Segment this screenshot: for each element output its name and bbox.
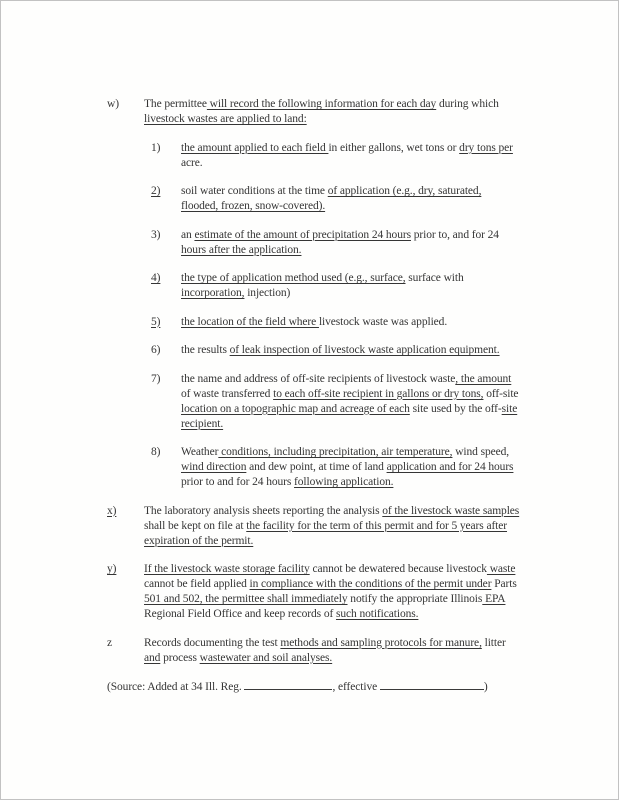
text-segment: in either gallons, wet tons or bbox=[328, 141, 460, 154]
text-segment: and dew point, at time of land bbox=[246, 461, 387, 473]
item-text bbox=[181, 372, 618, 432]
text-segment: location on a topographic map and acreage of each bbox=[181, 402, 410, 415]
text-segment: Parts bbox=[491, 578, 517, 590]
text-line bbox=[144, 504, 618, 519]
text-segment: of leak inspection of livestock waste application equipment. bbox=[229, 344, 500, 356]
text-segment: the location of the field where bbox=[181, 315, 319, 328]
text-line bbox=[181, 228, 618, 243]
text-segment: , the amount bbox=[455, 372, 512, 385]
text-segment: methods and sampling protocols for manure, bbox=[280, 636, 482, 649]
text-segment: during which bbox=[436, 98, 499, 110]
text-segment: the type of application method used (e.g., surface, bbox=[181, 272, 406, 284]
text-line bbox=[144, 562, 618, 577]
text-segment: following application. bbox=[294, 476, 394, 488]
list-item-x bbox=[1, 504, 618, 549]
text-segment: soil water conditions at the time bbox=[181, 185, 328, 197]
text-segment: the facility for the term of this permit and for 5 years after bbox=[246, 519, 508, 532]
text-segment: wind speed, bbox=[452, 446, 510, 458]
list-item-4 bbox=[1, 271, 618, 301]
text-segment: of waste transferred bbox=[181, 387, 274, 400]
list-item-w bbox=[1, 97, 618, 127]
blank-fill-in-field bbox=[244, 679, 332, 690]
text-segment: The laboratory analysis sheets reporting the analysis bbox=[144, 504, 383, 517]
text-segment: application and for 24 hours bbox=[386, 461, 514, 473]
text-segment: shall be kept on file at bbox=[144, 519, 247, 532]
text-segment: in compliance with the conditions of the permit under bbox=[249, 578, 492, 590]
text-line bbox=[181, 315, 618, 330]
text-segment: flooded, frozen, snow-covered). bbox=[181, 200, 326, 212]
text-segment: off-site bbox=[483, 387, 519, 400]
item-label: 4) bbox=[151, 272, 161, 284]
text-segment: will record the following information for each day bbox=[206, 98, 437, 110]
item-text bbox=[181, 445, 618, 490]
text-line bbox=[181, 141, 618, 156]
document-body bbox=[1, 1, 618, 695]
text-line bbox=[181, 402, 618, 417]
item-label: x) bbox=[107, 504, 117, 517]
text-segment: process bbox=[160, 651, 200, 664]
text-segment: an bbox=[181, 228, 195, 241]
text-line bbox=[181, 343, 618, 358]
text-segment: cannot be field applied bbox=[144, 578, 250, 590]
item-label: 7) bbox=[151, 372, 161, 385]
item-label: 1) bbox=[151, 141, 161, 154]
text-segment: litter bbox=[481, 636, 506, 649]
text-segment: , effective bbox=[332, 681, 380, 693]
text-segment: wastewater and soil analyses. bbox=[199, 651, 333, 664]
text-segment: surface with bbox=[405, 272, 464, 284]
text-line bbox=[144, 592, 618, 607]
text-segment: waste bbox=[486, 563, 516, 575]
text-line bbox=[181, 475, 618, 490]
text-segment: and bbox=[144, 651, 161, 664]
text-line bbox=[144, 636, 618, 651]
list-item-y bbox=[1, 562, 618, 622]
text-line bbox=[144, 607, 618, 622]
text-line bbox=[181, 243, 618, 258]
text-line bbox=[144, 577, 618, 592]
text-segment: cannot be dewatered because livestock bbox=[309, 563, 487, 575]
text-line bbox=[181, 460, 618, 475]
text-line bbox=[144, 519, 618, 534]
list-item-7 bbox=[1, 372, 618, 432]
text-segment: The permittee bbox=[144, 98, 207, 110]
item-label: 2) bbox=[151, 185, 161, 197]
list-item-8 bbox=[1, 445, 618, 490]
text-segment: prior to, and for 24 bbox=[410, 228, 499, 241]
text-line bbox=[144, 651, 618, 666]
text-segment: the amount applied to each field bbox=[181, 141, 329, 154]
source-citation-line bbox=[1, 679, 618, 695]
text-segment: expiration of the permit. bbox=[144, 534, 254, 547]
text-segment: estimate of the amount of precipitation 24 hours bbox=[194, 228, 411, 241]
item-label: y) bbox=[107, 563, 117, 575]
item-label: z bbox=[107, 636, 113, 649]
text-segment: to each off-site recipient in gallons or dry tons, bbox=[273, 387, 484, 400]
list-item-z bbox=[1, 636, 618, 666]
text-segment: incorporation, bbox=[181, 287, 245, 299]
item-text bbox=[144, 562, 618, 622]
item-label: 5) bbox=[151, 315, 161, 328]
item-text bbox=[181, 184, 618, 214]
text-segment: site bbox=[501, 402, 518, 415]
text-segment: prior to and for 24 hours bbox=[181, 476, 295, 488]
item-label: w) bbox=[107, 98, 119, 110]
text-segment: of application (e.g., dry, saturated, bbox=[327, 185, 482, 197]
text-segment: recipient. bbox=[181, 417, 224, 430]
item-text bbox=[181, 228, 618, 258]
item-label: 8) bbox=[151, 446, 161, 458]
list-item-6 bbox=[1, 343, 618, 358]
text-line bbox=[144, 112, 618, 127]
text-line bbox=[181, 417, 618, 432]
text-segment: such notifications. bbox=[335, 608, 419, 620]
text-line bbox=[144, 97, 618, 112]
text-segment: 501 and 502, the permittee shall immediately bbox=[144, 593, 348, 605]
text-line bbox=[181, 199, 618, 214]
text-segment: (Source: Added at 34 Ill. Reg. bbox=[107, 681, 245, 693]
text-segment: dry tons per bbox=[459, 141, 513, 154]
blank-fill-in-field bbox=[380, 679, 484, 690]
list-item-5 bbox=[1, 315, 618, 330]
item-text bbox=[144, 97, 618, 127]
text-line bbox=[181, 286, 618, 301]
text-segment: wind direction bbox=[181, 461, 247, 473]
item-text bbox=[144, 636, 618, 666]
text-segment: injection) bbox=[244, 287, 291, 299]
item-label: 3) bbox=[151, 228, 161, 241]
item-text bbox=[181, 271, 618, 301]
item-text bbox=[181, 343, 618, 358]
text-segment: livestock wastes are applied to land: bbox=[144, 113, 307, 125]
text-line bbox=[144, 534, 618, 549]
item-text bbox=[181, 141, 618, 171]
text-line bbox=[181, 372, 618, 387]
text-segment: livestock waste was applied. bbox=[318, 315, 448, 328]
text-line bbox=[181, 271, 618, 286]
list-item-2 bbox=[1, 184, 618, 214]
text-line bbox=[181, 387, 618, 402]
text-segment: Regional Field Office and keep records of bbox=[144, 608, 336, 620]
item-text bbox=[144, 504, 618, 549]
text-segment: hours after the application. bbox=[181, 243, 302, 256]
list-item-1 bbox=[1, 141, 618, 171]
item-label: 6) bbox=[151, 344, 161, 356]
text-segment: ) bbox=[483, 681, 488, 693]
text-segment: notify the appropriate Illinois bbox=[347, 593, 483, 605]
text-segment: EPA bbox=[482, 593, 506, 605]
text-segment: the name and address of off-site recipients of livestock waste bbox=[181, 372, 456, 385]
text-segment: Weather bbox=[181, 446, 219, 458]
text-segment: conditions, including precipitation, air temperature, bbox=[218, 446, 453, 458]
text-segment: Records documenting the test bbox=[144, 636, 281, 649]
text-segment: If the livestock waste storage facility bbox=[144, 563, 310, 575]
item-text bbox=[181, 315, 618, 330]
text-line bbox=[181, 445, 618, 460]
text-line bbox=[181, 156, 618, 171]
text-line bbox=[181, 184, 618, 199]
text-segment: acre. bbox=[181, 156, 203, 169]
list-item-3 bbox=[1, 228, 618, 258]
text-segment: the results bbox=[181, 344, 230, 356]
text-segment: site used by the off- bbox=[409, 402, 502, 415]
text-segment: of the livestock waste samples bbox=[382, 504, 520, 517]
